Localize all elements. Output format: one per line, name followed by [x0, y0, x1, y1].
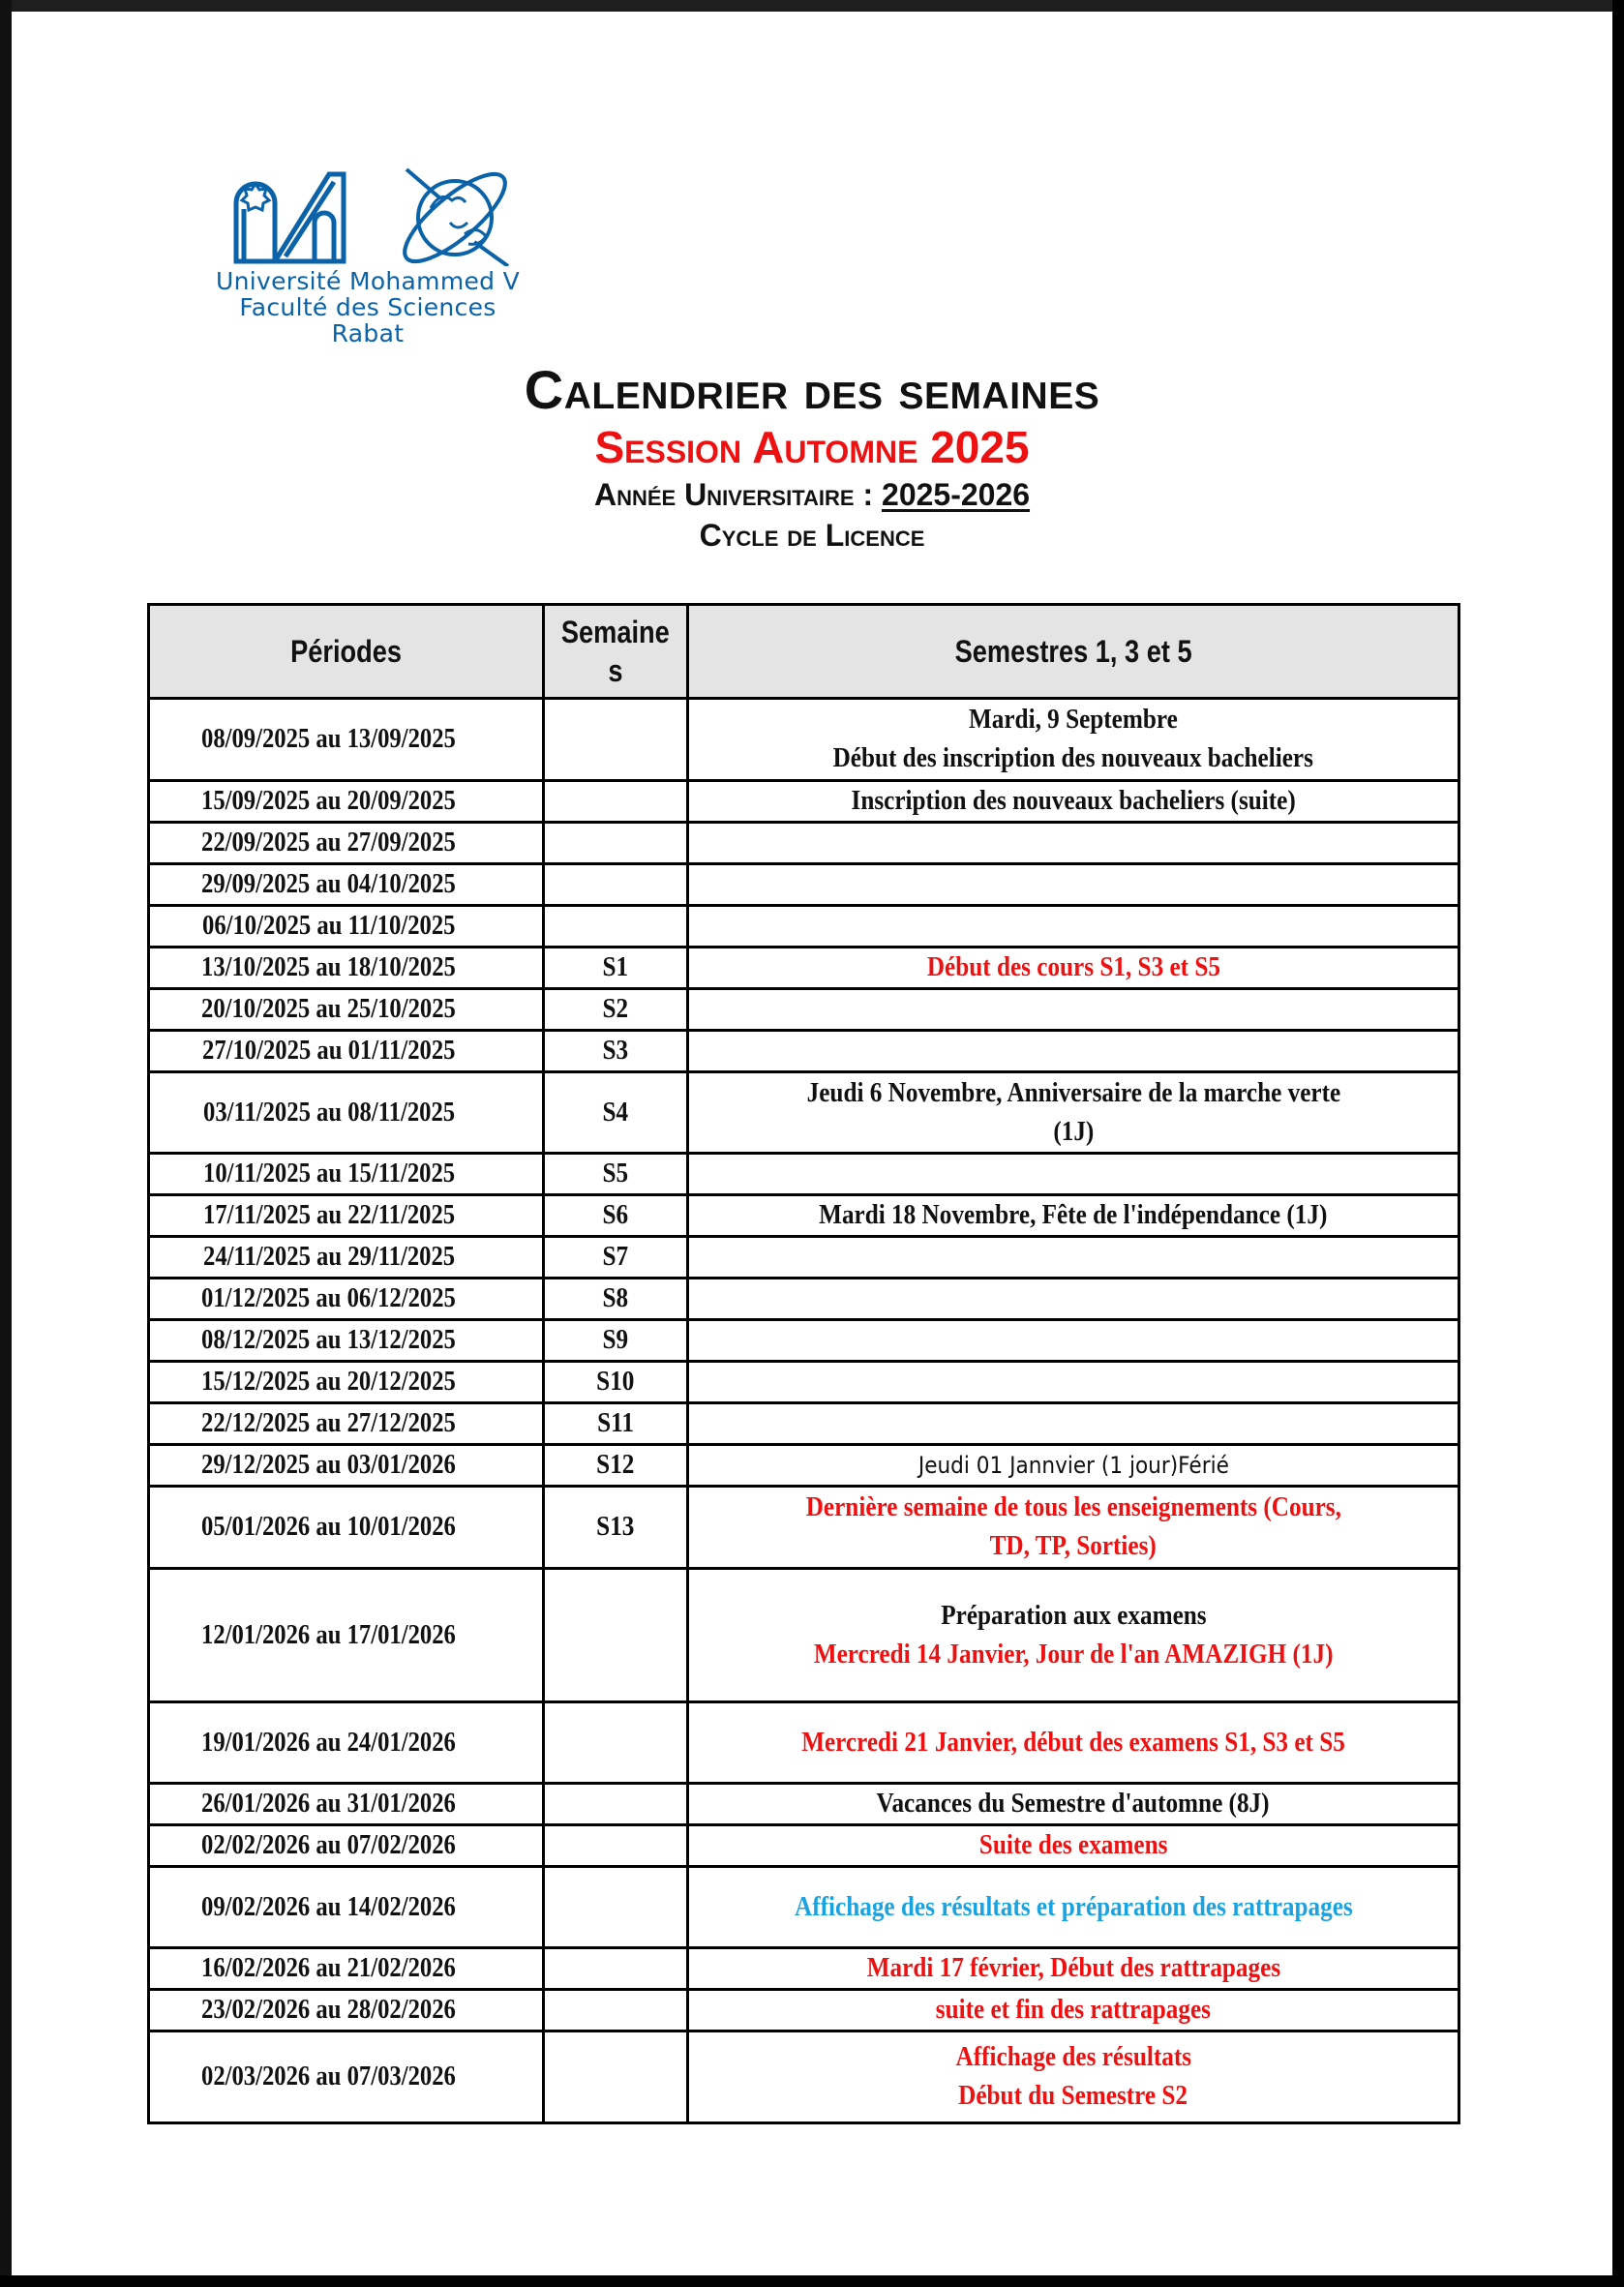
week-cell	[544, 1867, 688, 1948]
event-cell	[688, 1279, 1459, 1320]
event-cell	[688, 906, 1459, 948]
period-cell: 17/11/2025 au 22/11/2025	[149, 1195, 544, 1237]
event-cell	[688, 1031, 1459, 1072]
event-cell	[688, 1154, 1459, 1195]
university-emblem-icon	[236, 174, 344, 261]
event-cell	[688, 1195, 1459, 1237]
week-cell	[544, 1784, 688, 1825]
column-header-semesters: Semestres 1, 3 et 5	[688, 605, 1459, 699]
period-cell: 26/01/2026 au 31/01/2026	[149, 1784, 544, 1825]
table-row	[149, 1031, 1459, 1072]
event-cell	[688, 1362, 1459, 1403]
week-cell: S4	[544, 1072, 688, 1154]
event-cell	[688, 1702, 1459, 1784]
table-row	[149, 781, 1459, 823]
period-cell: 22/12/2025 au 27/12/2025	[149, 1403, 544, 1445]
table-row	[149, 2031, 1459, 2123]
calendar-table	[147, 603, 1460, 2124]
page-frame-bottom	[0, 2275, 1624, 2287]
table-row	[149, 1154, 1459, 1195]
logo-text	[155, 268, 581, 346]
period-cell: 05/01/2026 au 10/01/2026	[149, 1487, 544, 1569]
event-cell	[688, 1784, 1459, 1825]
event-text: TD, TP, Sorties)	[989, 1531, 1158, 1561]
event-cell	[688, 1948, 1459, 1990]
event-cell	[688, 823, 1459, 864]
event-text: Mardi 17 février, Début des rattrapages	[866, 1953, 1280, 1983]
period-cell: 08/12/2025 au 13/12/2025	[149, 1320, 544, 1362]
faculty-science-globe-icon	[393, 165, 517, 266]
week-cell: S13	[544, 1487, 688, 1569]
table-row	[149, 906, 1459, 948]
period-cell: 29/12/2025 au 03/01/2026	[149, 1445, 544, 1487]
week-cell: S5	[544, 1154, 688, 1195]
event-cell	[688, 1072, 1459, 1154]
table-row	[149, 823, 1459, 864]
table-row	[149, 1825, 1459, 1867]
event-text: Suite des examens	[978, 1830, 1168, 1860]
period-cell: 15/09/2025 au 20/09/2025	[149, 781, 544, 823]
table-row	[149, 1784, 1459, 1825]
table-row	[149, 864, 1459, 906]
event-text: Jeudi 6 Novembre, Anniversaire de la marche verte	[806, 1077, 1340, 1108]
academic-year-value: 2025-2026	[882, 477, 1031, 512]
week-cell	[544, 1702, 688, 1784]
event-text: Jeudi 01 Jannvier (1 jour)Férié	[917, 1452, 1229, 1479]
period-cell: 24/11/2025 au 29/11/2025	[149, 1237, 544, 1279]
event-text: Mardi 18 Novembre, Fête de l'indépendance (1J)	[819, 1200, 1328, 1230]
period-cell: 02/02/2026 au 07/02/2026	[149, 1825, 544, 1867]
week-cell: S2	[544, 989, 688, 1031]
calendar-body	[149, 699, 1459, 2123]
period-cell: 08/09/2025 au 13/09/2025	[149, 699, 544, 781]
session-title: Session Automne 2025	[594, 422, 1030, 472]
logo-faculty-name: Faculté des Sciences	[239, 293, 496, 321]
period-cell: 10/11/2025 au 15/11/2025	[149, 1154, 544, 1195]
event-cell	[688, 864, 1459, 906]
period-cell: 29/09/2025 au 04/10/2025	[149, 864, 544, 906]
period-cell: 06/10/2025 au 11/10/2025	[149, 906, 544, 948]
page-frame-top	[0, 0, 1624, 12]
period-cell: 01/12/2025 au 06/12/2025	[149, 1279, 544, 1320]
period-cell: 19/01/2026 au 24/01/2026	[149, 1702, 544, 1784]
event-text: Début du Semestre S2	[958, 2081, 1188, 2111]
column-header-periods: Périodes	[149, 605, 544, 699]
period-cell: 27/10/2025 au 01/11/2025	[149, 1031, 544, 1072]
period-cell: 23/02/2026 au 28/02/2026	[149, 1990, 544, 2031]
event-text: Affichage des résultats et préparation des rattrapages	[794, 1891, 1353, 1922]
academic-year-label: Année Universitaire :	[593, 477, 883, 512]
period-cell: 22/09/2025 au 27/09/2025	[149, 823, 544, 864]
event-text: Début des inscription des nouveaux bacheliers	[832, 743, 1314, 773]
table-row	[149, 1403, 1459, 1445]
event-cell	[688, 2031, 1459, 2123]
week-cell: S11	[544, 1403, 688, 1445]
week-cell: S10	[544, 1362, 688, 1403]
academic-year	[0, 474, 1624, 515]
week-cell	[544, 906, 688, 948]
table-row	[149, 1072, 1459, 1154]
table-row	[149, 1990, 1459, 2031]
logo-university-name: Université Mohammed V	[216, 267, 520, 295]
table-row	[149, 1948, 1459, 1990]
week-cell	[544, 1569, 688, 1702]
event-cell	[688, 1237, 1459, 1279]
period-cell: 20/10/2025 au 25/10/2025	[149, 989, 544, 1031]
week-cell	[544, 2031, 688, 2123]
week-cell	[544, 1990, 688, 2031]
event-text: Vacances du Semestre d'automne (8J)	[877, 1789, 1270, 1819]
table-row	[149, 1195, 1459, 1237]
week-cell	[544, 864, 688, 906]
table-row	[149, 1362, 1459, 1403]
event-cell	[688, 1445, 1459, 1487]
event-text: Inscription des nouveaux bacheliers (suite)	[851, 786, 1296, 816]
week-cell: S8	[544, 1279, 688, 1320]
table-row	[149, 1237, 1459, 1279]
table-row	[149, 699, 1459, 781]
event-cell	[688, 1990, 1459, 2031]
table-row	[149, 989, 1459, 1031]
week-cell: S7	[544, 1237, 688, 1279]
event-text: Mardi, 9 Septembre	[969, 705, 1178, 735]
event-text: (1J)	[1053, 1116, 1094, 1147]
period-cell: 12/01/2026 au 17/01/2026	[149, 1569, 544, 1702]
event-text: Début des cours S1, S3 et S5	[926, 952, 1220, 982]
week-cell: S6	[544, 1195, 688, 1237]
logo-emblems	[232, 165, 552, 266]
table-row	[149, 1702, 1459, 1784]
week-cell	[544, 699, 688, 781]
week-cell	[544, 1948, 688, 1990]
table-row	[149, 948, 1459, 989]
event-cell	[688, 781, 1459, 823]
table-row	[149, 1569, 1459, 1702]
event-text: Mercredi 14 Janvier, Jour de l'an AMAZIGH (1J)	[813, 1639, 1334, 1670]
table-row	[149, 1867, 1459, 1948]
page-frame-left	[0, 0, 12, 2287]
period-cell: 03/11/2025 au 08/11/2025	[149, 1072, 544, 1154]
event-cell	[688, 1487, 1459, 1569]
logo-city: Rabat	[331, 319, 405, 347]
period-cell: 13/10/2025 au 18/10/2025	[149, 948, 544, 989]
week-cell: S9	[544, 1320, 688, 1362]
event-cell	[688, 699, 1459, 781]
event-cell	[688, 1867, 1459, 1948]
event-cell	[688, 948, 1459, 989]
period-cell: 15/12/2025 au 20/12/2025	[149, 1362, 544, 1403]
table-row	[149, 1487, 1459, 1569]
university-logo	[155, 165, 581, 348]
event-cell	[688, 1403, 1459, 1445]
table-row	[149, 1279, 1459, 1320]
cycle-label: Cycle de Licence	[699, 518, 925, 553]
week-cell: S12	[544, 1445, 688, 1487]
week-cell	[544, 1825, 688, 1867]
event-cell	[688, 1569, 1459, 1702]
period-cell: 16/02/2026 au 21/02/2026	[149, 1948, 544, 1990]
document-header	[0, 358, 1624, 556]
event-text: Préparation aux examens	[940, 1600, 1207, 1631]
event-text: Mercredi 21 Janvier, début des examens S1, S3 et S5	[801, 1727, 1345, 1758]
week-cell: S3	[544, 1031, 688, 1072]
period-cell: 02/03/2026 au 07/03/2026	[149, 2031, 544, 2123]
week-cell: S1	[544, 948, 688, 989]
event-text: suite et fin des rattrapages	[935, 1995, 1212, 2025]
event-text: Dernière semaine de tous les enseignements (Cours,	[805, 1492, 1341, 1522]
table-row	[149, 1445, 1459, 1487]
week-cell	[544, 781, 688, 823]
column-header-weeks: Semaine s	[544, 605, 688, 699]
event-cell	[688, 1320, 1459, 1362]
page-frame-right	[1612, 0, 1624, 2287]
event-cell	[688, 1825, 1459, 1867]
page-title: Calendrier des semaines	[524, 359, 1100, 420]
period-cell: 09/02/2026 au 14/02/2026	[149, 1867, 544, 1948]
table-header-row	[149, 605, 1459, 699]
table-row	[149, 1320, 1459, 1362]
week-cell	[544, 823, 688, 864]
event-text: Affichage des résultats	[955, 2042, 1191, 2072]
event-cell	[688, 989, 1459, 1031]
